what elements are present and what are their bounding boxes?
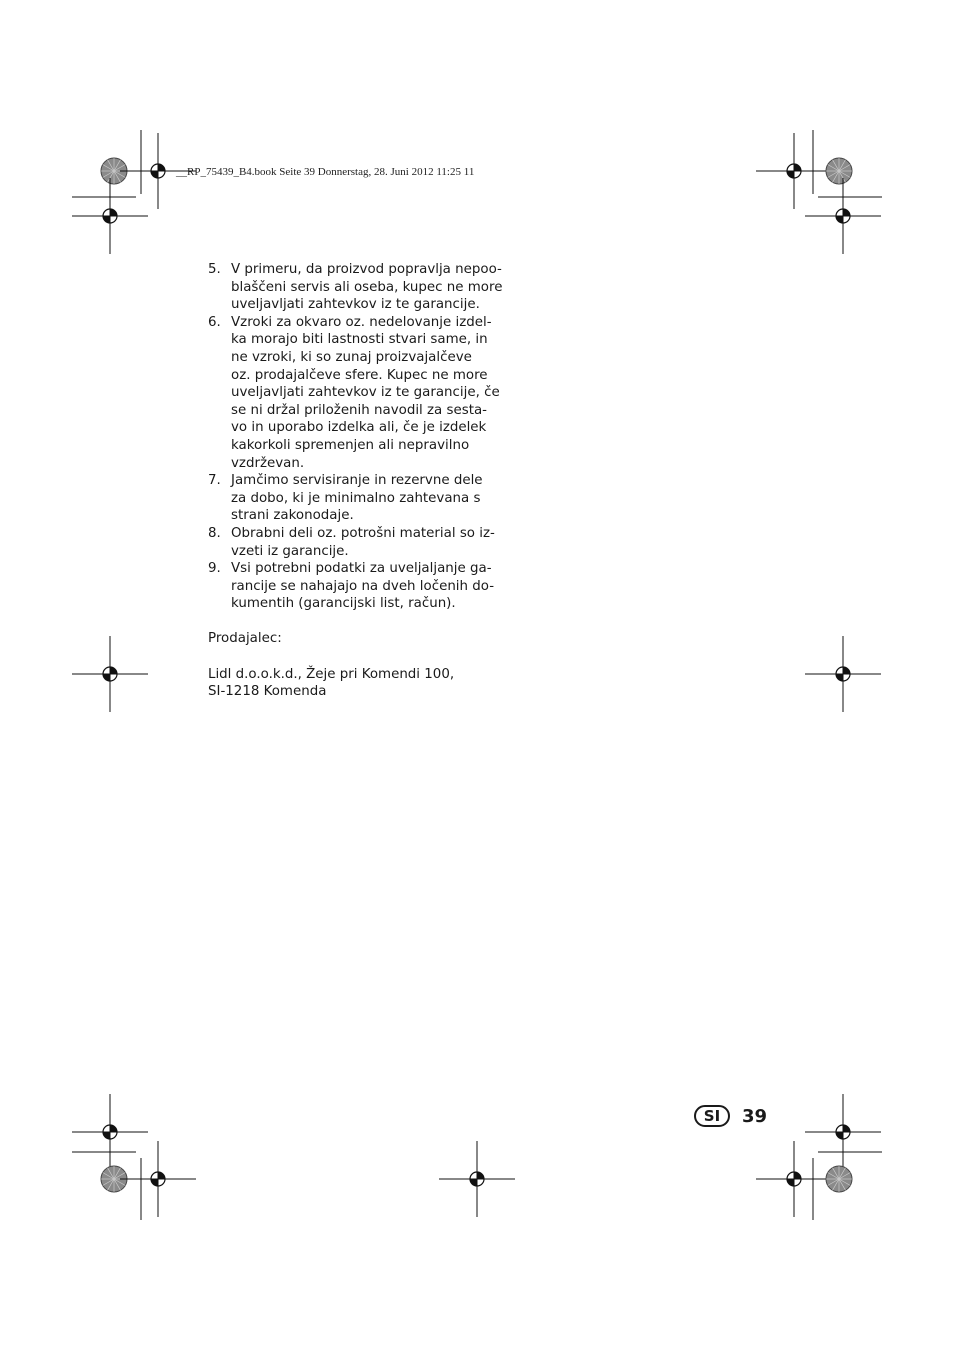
list-item-line: V primeru, da proizvod popravlja nepoo- xyxy=(231,262,502,277)
list-item-line: vo in uporabo izdelka ali, če je izdelek xyxy=(231,420,487,436)
language-badge: SI xyxy=(694,1105,730,1127)
seller-label: Prodajalec: xyxy=(208,631,282,647)
list-item-line: vzeti iz garancije. xyxy=(231,543,349,559)
spacer xyxy=(208,613,484,631)
list-item-line: kakorkoli spremenjen ali nepravilno xyxy=(231,437,470,453)
page-number: 39 xyxy=(742,1105,768,1127)
list-item-line: vzdrževan. xyxy=(231,455,305,471)
list-item-line: ka morajo biti lastnosti stvari same, in xyxy=(231,332,488,348)
list-item-line: Obrabni deli oz. potrošni material so iz- xyxy=(231,525,495,541)
list-item-number: 8. xyxy=(208,525,221,541)
list-item xyxy=(208,314,500,472)
list-item xyxy=(208,472,484,525)
list-item-line: Vsi potrebni podatki za uveljaljanje ga- xyxy=(231,561,492,577)
list-item-line: oz. prodajalčeve sfere. Kupec ne more xyxy=(231,367,488,383)
list-item-line: uveljavljati zahtevkov iz te garancije. xyxy=(231,297,480,313)
list-item-line: Jamčimo servisiranje in rezervne dele xyxy=(231,473,483,489)
list-item-line: strani zakonodaje. xyxy=(231,508,354,524)
page-footer xyxy=(694,1104,767,1128)
list-item-line: blaščeni servis ali oseba, kupec ne more xyxy=(231,279,503,295)
list-item-number: 6. xyxy=(208,314,221,330)
list-item-line: rancije se nahajajo na dveh ločenih do- xyxy=(231,578,495,594)
seller-address-line: Lidl d.o.o.k.d., Žeje pri Komendi 100, xyxy=(208,666,455,682)
list-item-line: kumentih (garancijski list, račun). xyxy=(231,596,456,612)
list-item-line: za dobo, ki je minimalno zahtevana s xyxy=(231,490,481,506)
print-file-header: __RP_75439_B4.book Seite 39 Donnerstag, 28. Juni 2012 11:25 11 xyxy=(176,166,475,178)
list-item-line: uveljavljati zahtevkov iz te garancije, če xyxy=(231,385,500,401)
list-item-line: se ni držal priloženih navodil za sesta- xyxy=(231,402,487,418)
list-item xyxy=(208,525,495,560)
list-item-number: 7. xyxy=(208,473,221,489)
list-item-number: 9. xyxy=(208,561,221,577)
list-item-line: Vzroki za okvaro oz. nedelovanje izdel- xyxy=(231,314,492,330)
warranty-text-column xyxy=(208,261,503,701)
warranty-conditions-list xyxy=(208,261,503,613)
list-item xyxy=(208,560,495,613)
list-item-line: ne vzroki, ki so zunaj proizvajalčeve xyxy=(231,349,472,365)
list-item-number: 5. xyxy=(208,262,221,277)
seller-address-line: SI-1218 Komenda xyxy=(208,684,327,700)
list-item xyxy=(208,261,503,314)
spacer xyxy=(208,648,484,666)
